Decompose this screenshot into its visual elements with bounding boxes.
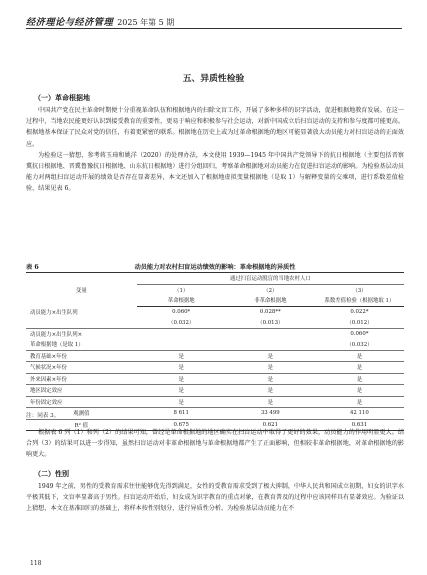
row-label: 革命根据地（是取 1） [26, 339, 137, 350]
var-header: 变量 [26, 273, 137, 307]
cell [137, 328, 226, 339]
paragraph: 1949 年之前，男性的受教育需求往往能够优先得到满足，女性的受教育需求受到了极大抑制，中华人民共和国成立初期，妇女的识字水平极其低下，文盲率显著高于男性。扫盲运动开始后，妇女成为识字教育的重点对象，在教育普及的过程中应该同样具有显著效应。为验证以上猜想，本文在基准回归的基础上，将样本按性别划分，进行异质性分析。为检验基层动员能力在不 [26, 483, 404, 513]
row-label [26, 317, 137, 328]
cell: 是 [226, 396, 315, 408]
col-num: （1） [174, 287, 189, 294]
table-row [26, 362, 404, 374]
row-label: 气候状况×年份 [26, 362, 137, 374]
cell: 是 [315, 396, 404, 408]
paragraph: 中国共产党在民主革命时期便十分重视革命队伍和根据地内的扫除文盲工作，开展了多种多样的识字活动，促进根据地教育发展。在这一过程中，当地农民能更好认识到接受教育的重要性，更易于响应和积极参与社会运动，对新中国成立后扫盲运动的支持和参与度都可能更高。根据地基本保证了民众对党的信任，有着更紧密的联系。根据地在历史上或为过革命根据地的地区可能显著放大动员能力对扫盲运动的正面效应。 [26, 107, 404, 148]
paragraph: 为检验这一猜想，参考蒋玉琦和姚洋（2020）的处理办法，本文使用 1939—1945 年中国共产党领导下的抗日根据地（主要包括晋察冀抗日根据地、晋冀鲁豫抗日根据地、山东抗日根据地）进行分组回归，考察革命根据地对动员能力在促进扫盲运动的影响。为检验基层动员能力对两组扫盲运动开展的绩效是否存在显著差异，本文还加入了根据地虚拟变量根据地（是取 1）与解释变量的交乘项，进行系数差值检验，结果见表 6。 [26, 151, 404, 193]
cell: 是 [226, 385, 315, 397]
row-label: 地区固定效应 [26, 385, 137, 397]
cell: 是 [137, 385, 226, 397]
body-text-1 [26, 105, 404, 195]
cell: 0.028** [259, 308, 281, 315]
paragraph: 根据表 6 列（1）和列（2）的结果可知，曾经是革命根据地的地区确实在扫盲运动中取得了更好的效果，动员能力的作用明显更大。结合列（3）的结果可以进一步得知，虽然扫盲运动对非革命根据地与革命根据地都产生了正面影响，但相较非革命根据地，对革命根据地的影响更大。 [26, 429, 404, 459]
cell: 0.675 [137, 419, 226, 431]
table-number: 表 6 [26, 264, 39, 271]
row-label: 教育基础×年份 [26, 350, 137, 362]
cell: 8 611 [137, 408, 226, 420]
cell: 0.631 [315, 419, 404, 431]
table-row [26, 408, 404, 420]
table-title: 动员能力对农村扫盲运动绩效的影响：革命根据地的异质性 [134, 264, 296, 271]
table-row [26, 396, 404, 408]
group-header: 通过扫盲运动脱盲的当地农村人口 [137, 273, 404, 285]
cell: 33 499 [226, 408, 315, 420]
row-label: 外来因素×年份 [26, 373, 137, 385]
cell: 是 [226, 350, 315, 362]
cell: 是 [137, 350, 226, 362]
row-label: 动员能力×出生队列 [30, 309, 78, 316]
cell: 是 [137, 396, 226, 408]
subsection-title-base: （一）革命根据地 [34, 93, 90, 102]
cell [226, 339, 315, 350]
cell: 是 [315, 373, 404, 385]
col-num: （2） [263, 287, 278, 294]
cell: 是 [226, 373, 315, 385]
cell: （0.012） [315, 317, 404, 328]
page-number: 118 [30, 560, 42, 567]
cell: 是 [315, 350, 404, 362]
section-title: 五、异质性检验 [182, 74, 245, 84]
cell: 是 [226, 362, 315, 374]
table-row [26, 350, 404, 362]
cell: 是 [137, 362, 226, 374]
journal-header [26, 14, 174, 28]
issue-label: 2025 年第 5 期 [117, 18, 175, 27]
body-text-2 [26, 427, 404, 461]
cell: 0.621 [226, 419, 315, 431]
table-row [26, 373, 404, 385]
cell: 是 [137, 373, 226, 385]
row-label: R² 值 [26, 419, 137, 431]
table-row [26, 306, 404, 317]
table-row [26, 317, 404, 328]
col-label: 革命根据地 [137, 295, 226, 306]
cell: 是 [315, 362, 404, 374]
cell: （0.013） [226, 317, 315, 328]
cell: 0.060* [350, 330, 369, 337]
journal-name: 经济理论与经济管理 [26, 17, 114, 28]
cell: （0.032） [315, 339, 404, 350]
results-table [26, 272, 404, 431]
cell [226, 328, 315, 339]
cell: 0.022* [350, 308, 369, 315]
cell: 42 110 [315, 408, 404, 420]
table-row [26, 339, 404, 350]
table-row [26, 385, 404, 397]
header-rule [26, 28, 402, 29]
body-text-3 [26, 481, 404, 515]
cell: 是 [315, 385, 404, 397]
row-label: 年份固定效应 [26, 396, 137, 408]
subsection-title-gender: （二）性别 [34, 469, 69, 478]
cell: （0.032） [137, 317, 226, 328]
row-label: 动员能力×出生队列× [30, 331, 83, 338]
col-label: 系数差值检验（根据地取 1） [315, 295, 404, 306]
table-note: 注：同表 3。 [26, 413, 60, 419]
table-row [26, 328, 404, 339]
col-label: 非革命根据地 [226, 295, 315, 306]
cell: 0.060* [172, 308, 191, 315]
cell [137, 339, 226, 350]
col-num: （3） [352, 287, 367, 294]
row-label: 观测值 [26, 408, 137, 420]
